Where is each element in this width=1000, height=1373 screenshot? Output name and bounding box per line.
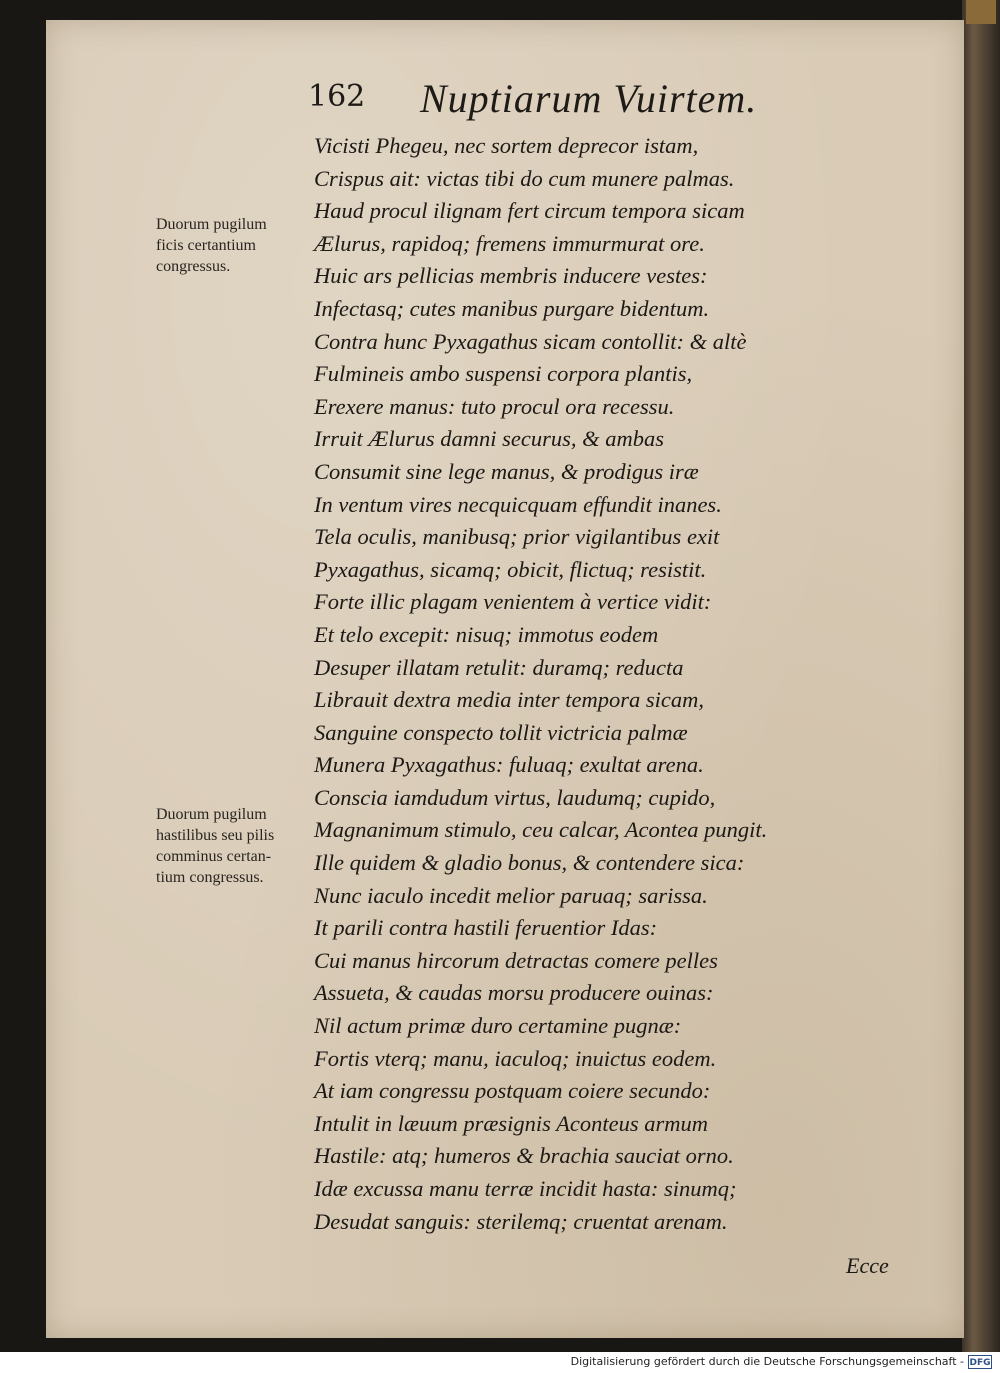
verse-line: It parili contra hastili feruentior Idas: [314, 915, 658, 941]
verse-line: Ille quidem & gladio bonus, & contendere sica: [314, 850, 745, 876]
verse-line: Irruit Ælurus damni securus, & ambas [314, 426, 665, 452]
verse-line: Magnanimum stimulo, ceu calcar, Acontea pungit. [314, 817, 768, 843]
dfg-logo-icon: DFG [968, 1355, 992, 1369]
verse-line: Munera Pyxagathus: fuluaq; exultat arena. [314, 752, 704, 778]
verse-line: Pyxagathus, sicamq; obicit, flictuq; resistit. [314, 556, 707, 582]
verse-line: Fulmineis ambo suspensi corpora plantis, [314, 361, 693, 387]
verse-line: Erexere manus: tuto procul ora recessu. [314, 393, 675, 419]
margin-note-pugilum-ficis [156, 214, 316, 277]
verse-line: Tela oculis, manibusq; prior vigilantibus exit [314, 524, 720, 550]
verse-line: Infectasq; cutes manibus purgare bidentum. [314, 295, 710, 321]
margin-note-pugilum-hastilibus [156, 804, 316, 888]
verse-line: Haud procul ilignam fert circum tempora sicam [314, 198, 745, 224]
book-edge [962, 0, 1000, 1352]
verse-line: Forte illic plagam venientem à vertice vidit: [314, 589, 712, 615]
verse-text [314, 130, 874, 1238]
verse-line: Assueta, & caudas morsu producere ouinas: [314, 980, 714, 1006]
verse-line: Intulit in læuum præsignis Aconteus armum [314, 1110, 708, 1136]
margin-note-line: ficis certantium [156, 237, 256, 254]
verse-line: Sanguine conspecto tollit victricia palmæ [314, 719, 688, 745]
verse-line: Et telo excepit: nisuq; immotus eodem [314, 621, 659, 647]
verse-line: At iam congressu postquam coiere secundo: [314, 1078, 711, 1104]
margin-note-line: hastilibus seu pilis [156, 827, 275, 844]
margin-note-line: comminus certan- [156, 848, 272, 865]
verse-line: Cui manus hircorum detractas comere pelles [314, 947, 718, 973]
digitization-footer [0, 1352, 1000, 1373]
verse-line: Nil actum primæ duro certamine pugnæ: [314, 1013, 682, 1039]
running-title: Nuptiarum Vuirtem. [420, 76, 758, 121]
verse-line: Conscia iamdudum virtus, laudumq; cupido, [314, 784, 716, 810]
verse-line: Desuper illatam retulit: duramq; reducta [314, 654, 684, 680]
verse-line: Idæ excussa manu terræ incidit hasta: sinumq; [314, 1176, 737, 1201]
margin-note-line: Duorum pugilum [156, 806, 267, 823]
verse-line: Contra hunc Pyxagathus sicam contollit: & altè [314, 328, 747, 354]
verse-line: Librauit dextra media inter tempora sicam, [314, 687, 704, 713]
verse-line: Nunc iaculo incedit melior paruaq; sarissa. [314, 882, 708, 908]
verse-line: In ventum vires necquicquam effundit inanes. [314, 491, 722, 517]
catchword: Ecce [846, 1253, 889, 1278]
margin-note-line: Duorum pugilum [156, 216, 267, 233]
margin-note-line: tium congressus. [156, 869, 264, 886]
verse-line: Desudat sanguis: sterilemq; cruentat arenam. [314, 1208, 728, 1234]
verse-line: Hastile: atq; humeros & brachia sauciat orno. [314, 1143, 734, 1169]
verse-line: Consumit sine lege manus, & prodigus iræ [314, 458, 699, 484]
verse-line: Huic ars pellicias membris inducere vestes: [314, 263, 708, 289]
page-number: 162 [308, 79, 366, 114]
verse-line: Crispus ait: victas tibi do cum munere palmas. [314, 165, 735, 191]
verse-line: Ælurus, rapidoq; fremens immurmurat ore. [314, 230, 705, 256]
footer-credit: Digitalisierung gefördert durch die Deutsche Forschungsgemeinschaft - [570, 1355, 964, 1368]
binding-band [966, 0, 996, 24]
margin-note-line: congressus. [156, 258, 231, 275]
verse-line: Fortis vterq; manu, iaculoq; inuictus eodem. [314, 1045, 717, 1071]
verse-line: Vicisti Phegeu, nec sortem deprecor istam, [314, 133, 699, 158]
